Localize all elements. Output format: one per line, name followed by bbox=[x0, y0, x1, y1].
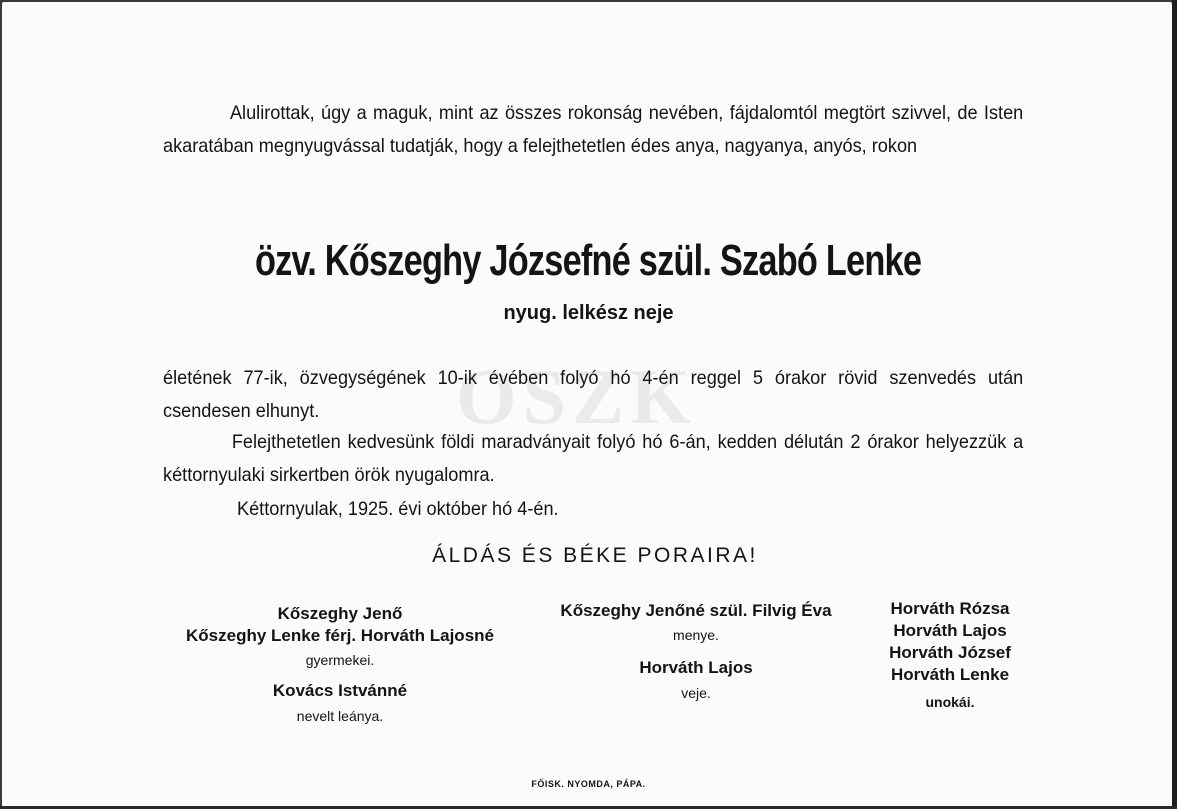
signer-name: Horváth Lajos bbox=[893, 621, 1007, 640]
signer-name: Kőszeghy Jenő bbox=[277, 604, 403, 623]
deceased-name: özv. Kőszeghy Józsefné szül. Szabó Lenke bbox=[255, 236, 922, 285]
signers-children bbox=[155, 603, 525, 726]
intro-paragraph: Alulirottak, úgy a maguk, mint az összes rokonság nevében, fájdalomtól megtört szivvel, de Isten akaratában megnyugvással tudatják, hogy a felejthetetlen édes anya, nagyanya, anyós, rokon bbox=[163, 102, 1024, 157]
signer-name: Horváth Rózsa bbox=[890, 599, 1010, 618]
signer-name: Horváth Lajos bbox=[639, 658, 753, 677]
signer-role: unokái. bbox=[925, 694, 975, 710]
signer-role: veje. bbox=[681, 685, 711, 701]
deceased-title: nyug. lelkész neje bbox=[503, 302, 674, 324]
watermark: OSZK bbox=[456, 353, 697, 440]
signers-grandchildren bbox=[870, 598, 1030, 712]
signer-name: Kőszeghy Lenke férj. Horváth Lajosné bbox=[186, 626, 494, 645]
signer-name: Horváth Lenke bbox=[890, 665, 1010, 684]
signer-role: menye. bbox=[673, 627, 719, 643]
printer-imprint: FŐISK. NYOMDA, PÁPA. bbox=[531, 779, 646, 789]
signer-name: Kovács Istvánné bbox=[272, 681, 408, 700]
funeral-paragraph: Felejthetetlen kedvesünk földi maradványait folyó hó 6-án, kedden délután 2 órakor helyezzük a kéttornyulaki sirkertben örök nyugalomra. bbox=[163, 431, 1024, 486]
death-paragraph: életének 77-ik, özvegységének 10-ik évében folyó hó 4-én reggel 5 órakor rövid szenvedés után csendesen elhunyt. bbox=[163, 367, 1024, 422]
signers-in-laws bbox=[546, 600, 846, 703]
signer-role: nevelt leánya. bbox=[296, 708, 384, 724]
blessing: ÁLDÁS ÉS BÉKE PORAIRA! bbox=[432, 544, 758, 567]
signer-name: Horváth József bbox=[889, 643, 1011, 662]
scan-edge-right bbox=[1172, 0, 1177, 809]
signer-name: Kőszeghy Jenőné szül. Filvig Éva bbox=[560, 601, 832, 620]
signer-role: gyermekei. bbox=[305, 652, 375, 668]
place-date: Kéttornyulak, 1925. évi október hó 4-én. bbox=[237, 498, 559, 520]
